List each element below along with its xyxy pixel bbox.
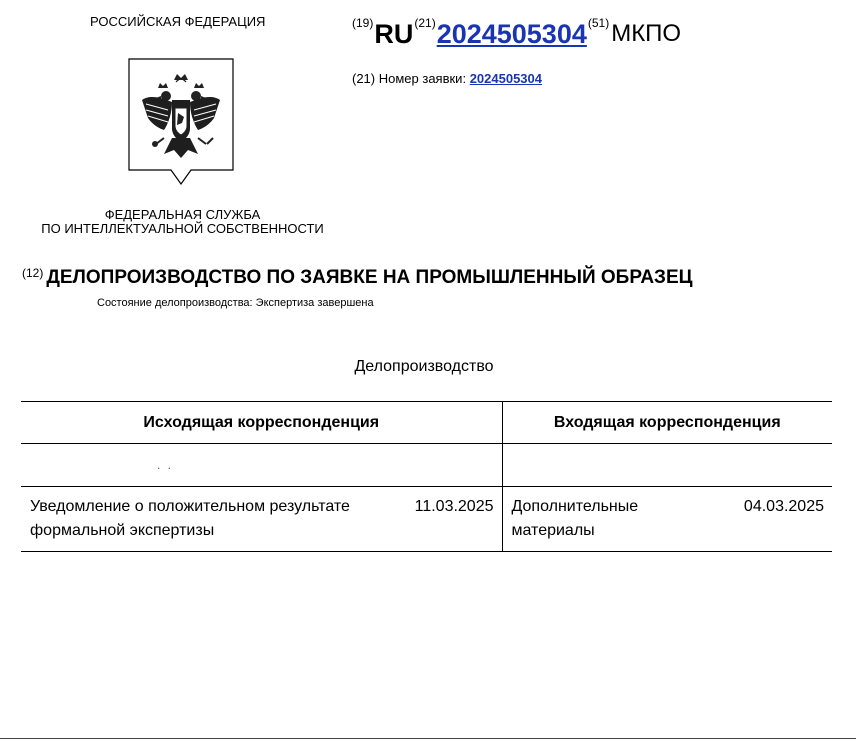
agency-line-2: ПО ИНТЕЛЛЕКТУАЛЬНОЙ СОБСТВЕННОСТИ <box>41 221 324 236</box>
application-number-label: (21) Номер заявки: <box>352 71 467 86</box>
code-51-label: (51) <box>587 16 610 30</box>
incoming-cell <box>502 487 832 552</box>
code-21-label: (21) <box>414 16 436 30</box>
country-name: РОССИЙСКАЯ ФЕДЕРАЦИЯ <box>90 14 266 29</box>
incoming-document-date: 04.03.2025 <box>743 498 824 515</box>
outgoing-document-date: 11.03.2025 <box>414 498 494 515</box>
classification-label: МКПО <box>611 20 682 47</box>
application-number-link[interactable]: 2024505304 <box>469 71 542 86</box>
agency-line-1: ФЕДЕРАЛЬНАЯ СЛУЖБА <box>104 207 261 222</box>
russian-coat-of-arms-icon <box>128 58 234 186</box>
table-row <box>21 487 832 552</box>
incoming-document-name: Дополнительные материалы <box>511 498 639 539</box>
publication-number-block <box>352 14 681 54</box>
correspondence-table <box>21 401 832 552</box>
application-number-line <box>352 71 542 86</box>
outgoing-column-header: Исходящая корреспонденция <box>21 402 502 444</box>
table-row <box>21 444 832 487</box>
agency-name <box>30 208 335 236</box>
document-title-block <box>22 266 693 290</box>
table-cell <box>21 444 502 487</box>
table-cell <box>502 444 832 487</box>
code-12-label: (12) <box>22 266 44 280</box>
page-bottom-divider <box>0 738 856 739</box>
outgoing-document-name: Уведомление о положительном результате формальной экспертизы <box>30 498 350 539</box>
document-title: ДЕЛОПРОИЗВОДСТВО ПО ЗАЯВКЕ НА ПРОМЫШЛЕННЫЙ ОБРАЗЕЦ <box>46 267 693 288</box>
publication-number-link[interactable]: 2024505304 <box>436 19 587 49</box>
section-title: Делопроизводство <box>354 358 494 375</box>
outgoing-cell <box>21 487 502 552</box>
country-code: RU <box>374 19 414 49</box>
table-header-row <box>21 402 832 444</box>
placeholder-marks: . . <box>157 458 174 472</box>
incoming-column-header: Входящая корреспонденция <box>502 402 832 444</box>
code-19-label: (19) <box>352 16 374 30</box>
status-text: Состояние делопроизводства: Экспертиза завершена <box>97 297 374 309</box>
